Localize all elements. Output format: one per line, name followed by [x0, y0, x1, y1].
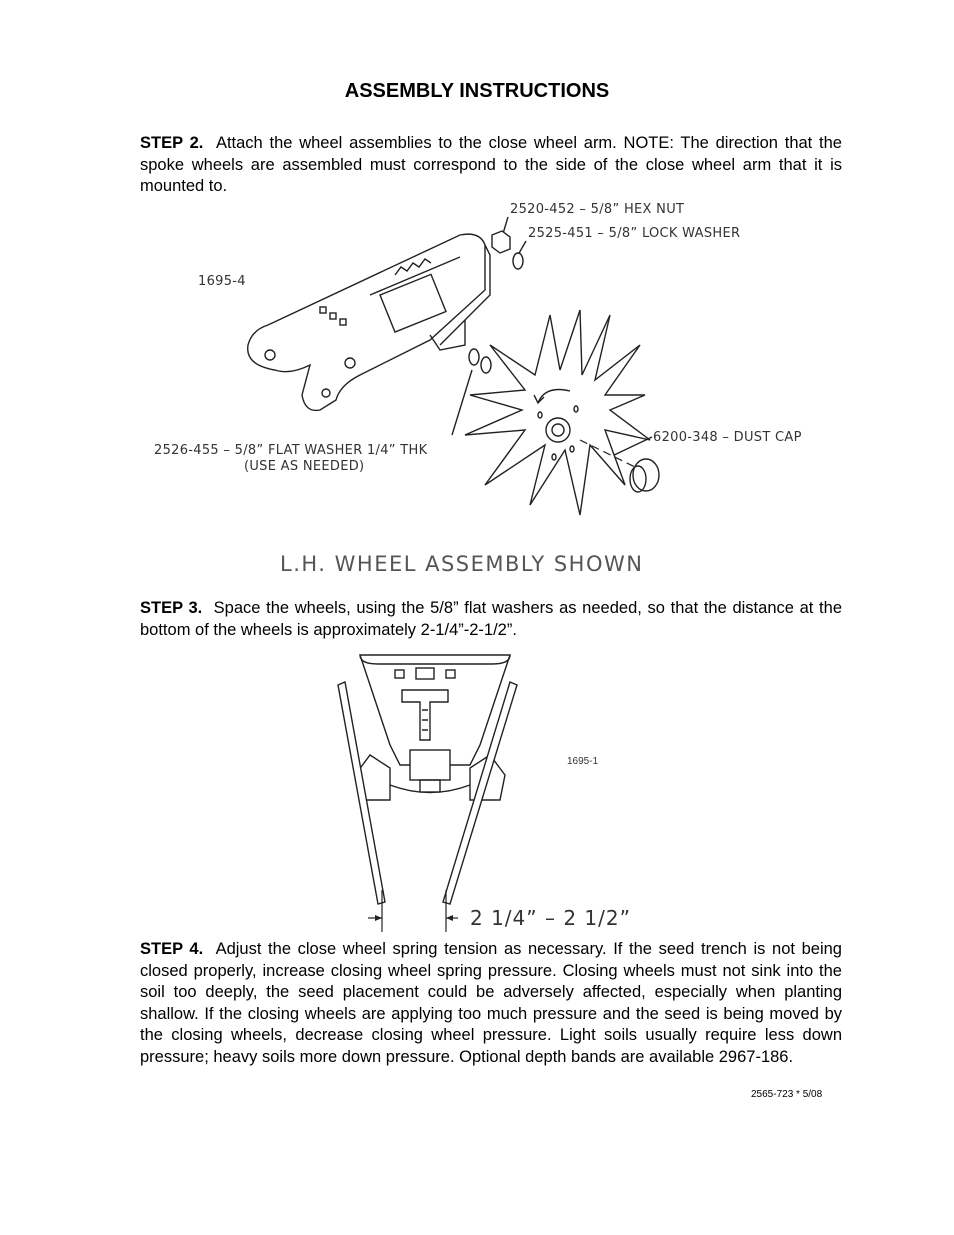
- wheel-assembly-figure: [140, 195, 842, 580]
- page-title: ASSEMBLY INSTRUCTIONS: [344, 80, 610, 102]
- flat-washer-label: 2526-455 – 5/8” FLAT WASHER 1/4” THK: [154, 443, 428, 458]
- step-2-label: STEP 2.: [140, 134, 204, 152]
- arm-part-label: 1695-4: [198, 274, 246, 289]
- lock-washer: [513, 253, 523, 269]
- spoke-wheel: [465, 310, 650, 515]
- step-4-text: Adjust the close wheel spring tension as necessary. If the seed trench is not being closed properly, increase closing wheel spring pressure. Closing wheels must not sink into the soil too deeply, the seed placement could be adversely affected, especially when planting shallow. If the closing wheels are applying too much pressure and the seed is being moved by the closing wheels, decrease closing wheel pressure. Light soils usually require less down pressure; heavy soils more down pressure. Optional depth bands are available 2967-186.: [140, 940, 842, 1066]
- close-wheel-arm: [248, 234, 490, 410]
- document-code: 2565-723 * 5/08: [751, 1089, 823, 1100]
- step-3-label: STEP 3.: [140, 599, 203, 617]
- use-as-needed-label: (USE AS NEEDED): [244, 459, 365, 474]
- flat-washers: [469, 349, 491, 373]
- flat-washer-leader: [452, 370, 472, 435]
- lock-washer-label: 2525-451 – 5/8” LOCK WASHER: [528, 226, 741, 241]
- dust-cap-label: 6200-348 – DUST CAP: [653, 430, 802, 445]
- hex-nut-label: 2520-452 – 5/8” HEX NUT: [510, 202, 685, 217]
- dust-cap-leader: [610, 437, 652, 457]
- spacing-dimension-label: 2 1/4” – 2 1/2”: [470, 906, 631, 930]
- step-4-paragraph: [140, 939, 842, 1068]
- step-2-text: Attach the wheel assemblies to the close wheel arm. NOTE: The direction that the spoke wheels are assembled must correspond to the side of the close wheel arm that it is mounted to.: [140, 134, 842, 195]
- dust-cap: [630, 459, 659, 492]
- figure-caption: L.H. WHEEL ASSEMBLY SHOWN: [280, 552, 644, 576]
- step-2-paragraph: [140, 133, 842, 198]
- step-4-label: STEP 4.: [140, 940, 204, 958]
- step-3-paragraph: [140, 598, 842, 641]
- step-3-text: Space the wheels, using the 5/8” flat washers as needed, so that the distance at the bottom of the wheels is approximately 2-1/4”-2-1/2”.: [140, 599, 842, 639]
- wheel-spacing-figure: [330, 650, 680, 935]
- figure-part-label: 1695-1: [567, 756, 599, 767]
- hex-nut: [492, 231, 510, 253]
